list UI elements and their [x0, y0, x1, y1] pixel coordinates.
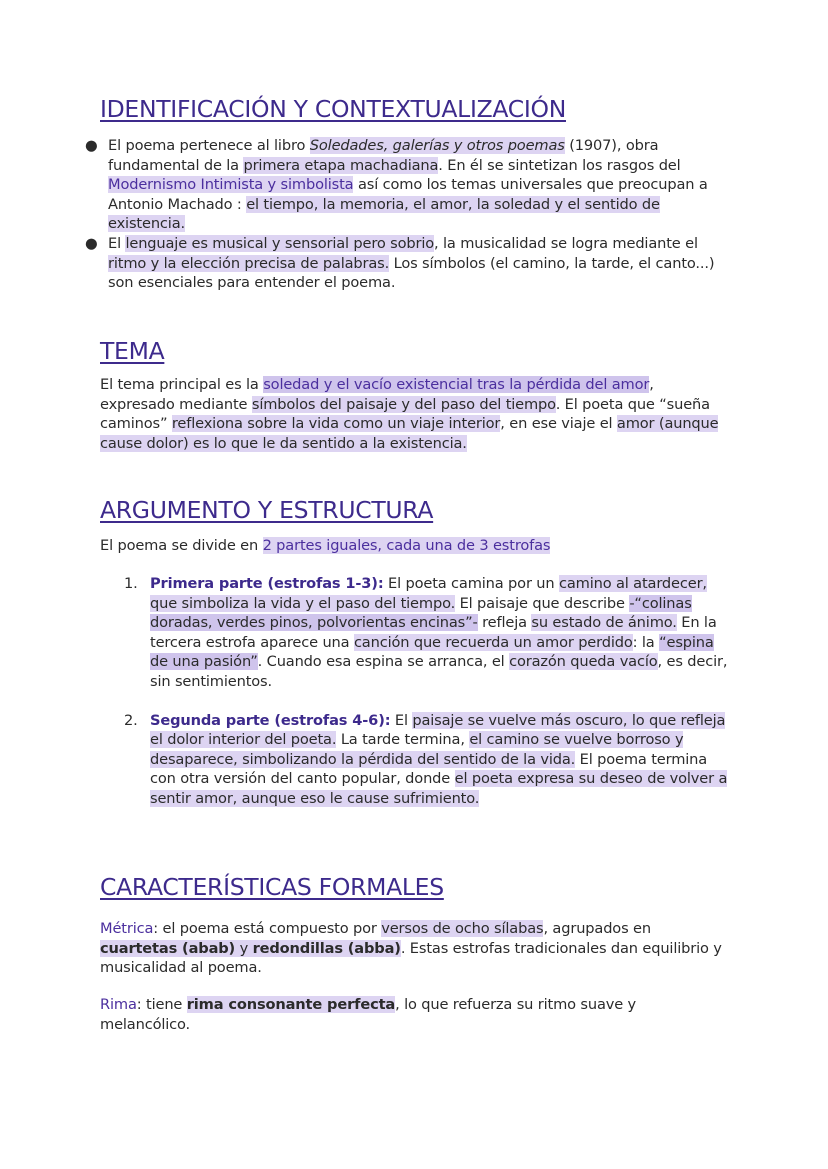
metrica-paragraph: Métrica: el poema está compuesto por versos de ocho sílabas, agrupados en cuartetas (abab) y redondillas (abba). Estas estrofas tradicionales dan equilibrio y musicalidad al poema. [100, 920, 722, 977]
section-title-identificacion: IDENTIFICACIÓN Y CONTEXTUALIZACIÓN [100, 95, 566, 123]
highlight: “espina de una pasión” [150, 633, 714, 671]
rima-paragraph: Rima: tiene rima consonante perfecta, lo que refuerza su ritmo suave y melancólico. [100, 996, 637, 1033]
metrica-label: Métrica [100, 920, 154, 937]
highlight-bold: cuartetas (abab) [100, 939, 236, 957]
bullet-icon: ● [85, 234, 98, 252]
highlight: el tiempo, la memoria, el amor, la soledad y el sentido de existencia. [108, 195, 660, 233]
highlight: 2 partes iguales, cada una de 3 estrofas [262, 537, 551, 554]
highlight: símbolos del paisaje y del paso del tiempo [251, 395, 556, 413]
highlight: ritmo y la elección precisa de palabras. [108, 254, 390, 272]
highlight: soledad y el vacío existencial tras la pérdida del amor [263, 376, 650, 393]
book-title: Soledades, galerías y otros poemas [309, 137, 565, 154]
highlight: su estado de ánimo. [531, 614, 677, 632]
highlight-bold: redondillas (abba) [252, 939, 401, 957]
highlight: Modernismo Intimista y simbolista [108, 176, 354, 194]
highlight: corazón queda vacío [509, 653, 658, 671]
highlight: camino al atardecer, que simboliza la vida y el paso del tiempo. [150, 575, 707, 612]
list-item: 2. Segunda parte (estrofas 4-6): El paisaje se vuelve más oscuro, lo que refleja el dolor interior del poeta. La tarde termina, el camino se vuelve borroso y desaparece, simbolizando la pérdida del sentido de la vida. El poema termina con otra versión del canto popular, donde el poeta expresa su deseo de volver a sentir amor, aunque eso le cause sufrimiento. [124, 711, 728, 807]
tema-paragraph: El tema principal es la soledad y el vacío existencial tras la pérdida del amor, expresado mediante símbolos del paisaje y del paso del tiempo. El poeta que “sueña caminos” reflexiona sobre la vida como un viaje interior, en ese viaje el amor (aunque cause dolor) es lo que le da sentido a la existencia. [100, 376, 719, 452]
highlight: primera etapa machadiana [243, 156, 439, 174]
identificacion-list [80, 136, 720, 293]
highlight: paisaje se vuelve más oscuro, lo que refleja el dolor interior del poeta. [150, 711, 726, 749]
bullet-icon: ● [85, 137, 98, 154]
part-label: Primera parte (estrofas 1-3): [150, 575, 384, 592]
rima-label: Rima [100, 996, 137, 1013]
highlight: reflexiona sobre la vida como un viaje interior [171, 415, 501, 433]
list-item: ● El lenguaje es musical y sensorial pero sobrio, la musicalidad se logra mediante el ritmo y la elección precisa de palabras. Los símbolos (el camino, la tarde, el canto...) son esenciales para entender el poema. [85, 234, 715, 292]
highlight: canción que recuerda un amor perdido [353, 633, 633, 651]
section-title-argumento: ARGUMENTO Y ESTRUCTURA [100, 496, 434, 524]
highlight: versos de ocho sílabas [381, 920, 544, 937]
list-item: 1. Primera parte (estrofas 1-3): El poeta camina por un camino al atardecer, que simboliza la vida y el paso del tiempo. El paisaje que describe -“colinas doradas, verdes pinos, polvorientas encinas”- refleja su estado de ánimo. En la tercera estrofa aparece una canción que recuerda un amor perdido: la “espina de una pasión”. Cuando esa espina se arranca, el corazón queda vacío, es decir, sin sentimientos. [124, 575, 728, 690]
argumento-list [118, 574, 730, 809]
highlight-bold: rima consonante perfecta [186, 996, 396, 1013]
highlight: lenguaje es musical y sensorial pero sobrio [125, 234, 435, 252]
section-title-caracteristicas: CARACTERÍSTICAS FORMALES [100, 873, 444, 901]
highlight: amor (aunque cause dolor) es lo que le da sentido a la existencia. [100, 415, 719, 452]
list-item: ● El poema pertenece al libro Soledades, galerías y otros poemas (1907), obra fundamental de la primera etapa machadiana. En él se sintetizan los rasgos del Modernismo Intimista y simbolista así como los temas universales que preocupan a Antonio Machado : el tiempo, la memoria, el amor, la soledad y el sentido de existencia. [85, 137, 708, 233]
part-label: Segunda parte (estrofas 4-6): [150, 711, 391, 729]
highlight: -“colinas doradas, verdes pinos, polvorientas encinas”- [150, 594, 692, 632]
section-title-tema: TEMA [100, 337, 165, 365]
highlight: el poeta expresa su deseo de volver a sentir amor, aunque eso le cause sufrimiento. [150, 770, 728, 807]
argumento-intro: El poema se divide en 2 partes iguales, cada una de 3 estrofas [100, 537, 551, 554]
highlight: el camino se vuelve borroso y desaparece, simbolizando la pérdida del sentido de la vida. [150, 731, 684, 768]
